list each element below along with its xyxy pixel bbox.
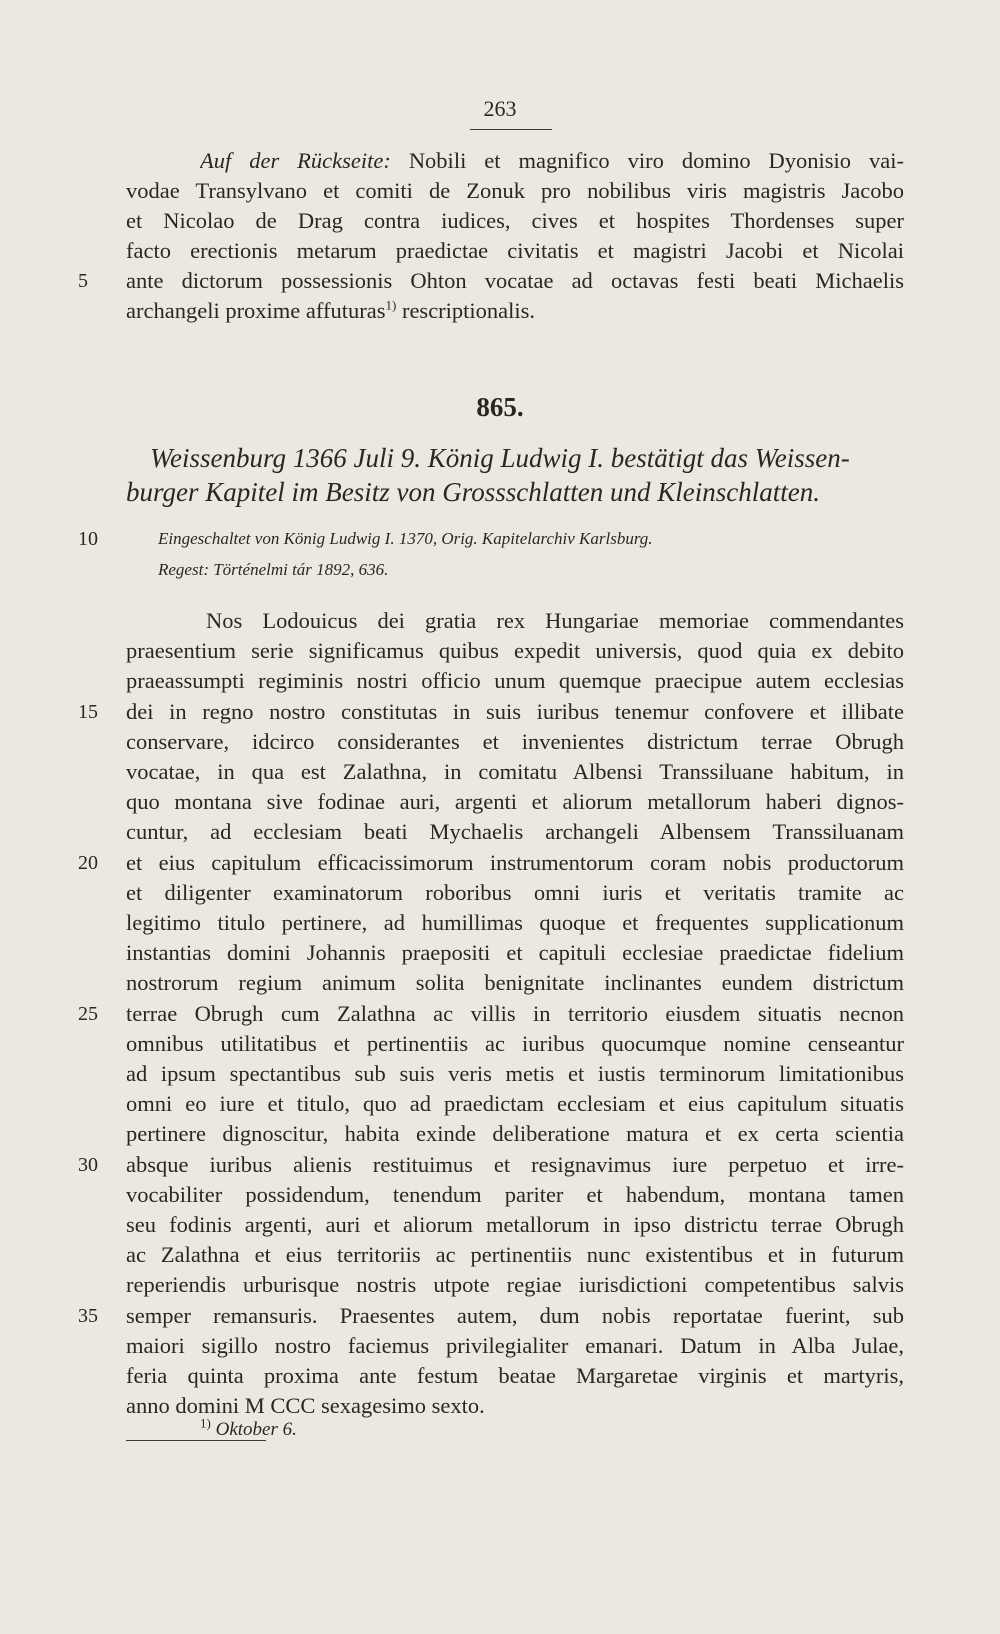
body-line-23: reperiendis urburisque nostris utpote regiae iurisdictioni competentibus salvis xyxy=(126,1272,904,1297)
body-line-27: anno domini M CCC sexagesimo sexto. xyxy=(126,1393,485,1418)
footnote-reference: 1) xyxy=(385,297,397,313)
body-line-21: seu fodinis argenti, auri et aliorum metallorum in ipso districtu terrae Obrugh xyxy=(126,1212,904,1237)
verso-line-6 xyxy=(126,296,904,326)
body-line-22: ac Zalathna et eius territoriis ac pertinentiis nunc existentibus et in futurum xyxy=(126,1242,904,1267)
body-line-24: semper remansuris. Praesentes autem, dum nobis reportatae fuerint, sub xyxy=(126,1303,904,1328)
body-line-9: et eius capitulum efficacissimorum instrumentorum coram nobis productorum xyxy=(126,850,904,875)
body-line-6: vocatae, in qua est Zalathna, in comitatu Albensi Transsiluane habitum, in xyxy=(126,759,904,784)
verso-line-5: ante dictorum possessionis Ohton vocatae ad octavas festi beati Michaelis xyxy=(126,268,904,293)
body-line-16: ad ipsum spectantibus sub suis veris metis et iustis terminorum limitationibus xyxy=(126,1061,904,1086)
footnote-text: Oktober 6. xyxy=(215,1419,297,1440)
body-line-3: praeassumpti regiminis nostri officio unum quemque praecipue autem ecclesias xyxy=(126,668,904,693)
body-line-25: maiori sigillo nostro faciemus privilegialiter emanari. Datum in Alba Julae, xyxy=(126,1333,904,1358)
body-line-14: terrae Obrugh cum Zalathna ac villis in territorio eiusdem situatis necnon xyxy=(126,1001,904,1026)
body-line-5: conservare, idcirco considerantes et invenientes districtum terrae Obrugh xyxy=(126,729,904,754)
line-number-20: 20 xyxy=(78,852,98,874)
body-line-7: quo montana sive fodinae auri, argenti et aliorum metallorum haberi dignos- xyxy=(126,789,904,814)
regest-note: Regest: Történelmi tár 1892, 636. xyxy=(158,560,389,579)
line-number-30: 30 xyxy=(78,1154,98,1176)
provenance-note: Eingeschaltet von König Ludwig I. 1370, Orig. Kapitelarchiv Karlsburg. xyxy=(158,529,653,548)
body-line-15: omnibus utilitatibus et pertinentiis ac iuribus quocumque nomine censeantur xyxy=(126,1031,904,1056)
footnote-marker: 1) xyxy=(200,1415,211,1431)
body-line-2: praesentium serie significamus quibus expedit universis, quod quia ex debito xyxy=(126,638,904,663)
body-line-13: nostrorum regium animum solita benignitate inclinantes eundem districtum xyxy=(126,970,904,995)
body-line-10: et diligenter examinatorum roboribus omni iuris et veritatis tramite ac xyxy=(126,880,904,905)
body-line-17: omni eo iure et titulo, quo ad praedictam ecclesiam et eius capitulum situatis xyxy=(126,1091,904,1116)
verso-line-1-text: Nobili et magnifico viro domino Dyonisio vai- xyxy=(408,148,904,173)
heading-line-2: burger Kapitel im Besitz von Grossschlatten und Kleinschlatten. xyxy=(126,477,820,507)
footnote xyxy=(200,1415,297,1442)
body-line-12: instantias domini Johannis praepositi et capituli ecclesiae praedictae fidelium xyxy=(126,940,904,965)
body-line-26: feria quinta proxima ante festum beatae Margaretae virginis et martyris, xyxy=(126,1363,904,1388)
page-number-rule xyxy=(470,129,552,130)
verso-line-4: facto erectionis metarum praedictae civitatis et magistri Jacobi et Nicolai xyxy=(126,238,904,263)
body-line-11: legitimo titulo pertinere, ad humillimas quoque et frequentes supplicationum xyxy=(126,910,904,935)
line-number-5: 5 xyxy=(78,270,88,292)
body-line-1: Nos Lodouicus dei gratia rex Hungariae memoriae commendantes xyxy=(206,608,904,633)
body-line-20: vocabiliter possidendum, tenendum pariter et habendum, montana tamen xyxy=(126,1182,904,1207)
verso-line-2: vodae Transylvano et comiti de Zonuk pro nobilibus viris magistris Jacobo xyxy=(126,178,904,203)
verso-line-1 xyxy=(200,146,904,176)
verso-line-3: et Nicolao de Drag contra iudices, cives et hospites Thordenses super xyxy=(126,208,904,233)
document-number: 865. xyxy=(476,392,524,422)
verso-line-6-end: rescriptionalis. xyxy=(401,298,536,323)
body-line-8: cuntur, ad ecclesiam beati Mychaelis archangeli Albensem Transsiluanam xyxy=(126,819,904,844)
line-number-35: 35 xyxy=(78,1305,98,1327)
body-line-18: pertinere dignoscitur, habita exinde deliberatione matura et ex certa scientia xyxy=(126,1121,904,1146)
verso-line-6-text: archangeli proxime affuturas xyxy=(126,298,386,323)
line-number-10: 10 xyxy=(78,528,98,550)
line-number-25: 25 xyxy=(78,1003,98,1025)
verso-label: Auf der Rückseite: xyxy=(200,148,391,173)
page-number: 263 xyxy=(483,96,517,121)
line-number-15: 15 xyxy=(78,701,98,723)
heading-line-1: Weissenburg 1366 Juli 9. König Ludwig I. bestätigt das Weissen- xyxy=(150,443,850,473)
body-line-19: absque iuribus alienis restituimus et resignavimus iure perpetuo et irre- xyxy=(126,1152,904,1177)
body-line-4: dei in regno nostro constitutas in suis iuribus tenemur confovere et illibate xyxy=(126,699,904,724)
